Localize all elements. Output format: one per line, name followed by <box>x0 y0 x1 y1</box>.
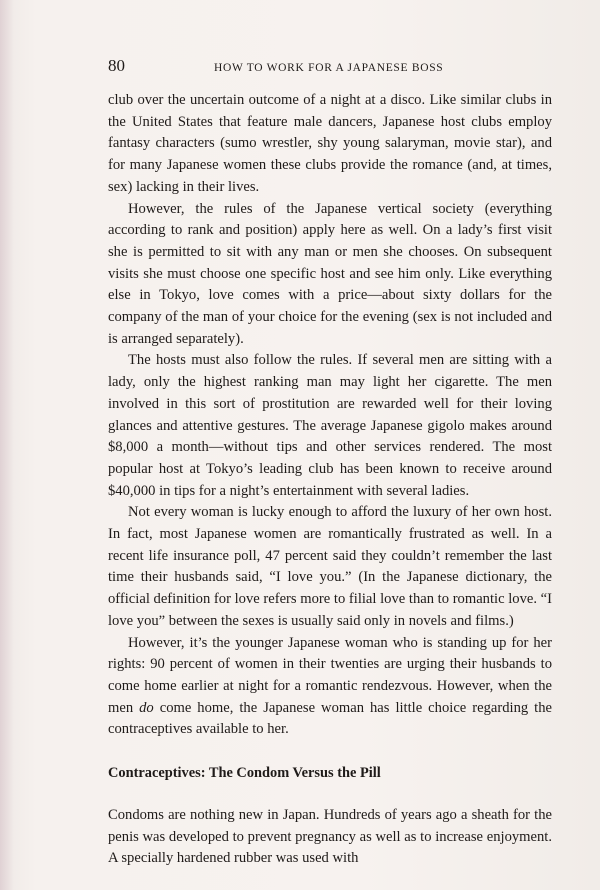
paragraph: The hosts must also follow the rules. If several men are sitting with a lady, only the highest ranking man may light her cigarette. The men involved in this sort of prostitution are rewarded well for their loving glances and attentive gestures. The average Japanese gigolo makes around $8,000 a month—without tips and other services rendered. The most popular host at Tokyo’s leading club has been known to receive around $40,000 in tips for a night’s entertainment with several ladies. <box>108 352 552 499</box>
paragraph: club over the uncertain outcome of a night at a disco. Like similar clubs in the United States that feature male dancers, Japanese host clubs employ fantasy characters (sumo wrestler, shy young salaryman, movie star), and for many Japanese women these clubs provide the romance (and, at times, sex) lacking in their lives. <box>108 92 552 195</box>
paragraph-text: come home, the Japanese woman has little choice regarding the contraceptives available to her. <box>108 699 552 738</box>
paragraph: However, the rules of the Japanese vertical society (everything according to rank and position) apply here as well. On a lady’s first visit she is permitted to sit with any man or men she chooses. On subsequent visits she must choose one specific host and see him only. Like everything else in Tokyo, love comes with a price—about sixty dollars for the company of the man of your choice for the evening (sex is not included and is arranged separately). <box>108 200 552 347</box>
page-number: 80 <box>108 56 125 75</box>
body-text <box>108 90 552 870</box>
emphasis-text: do <box>139 699 154 716</box>
paragraph: Not every woman is lucky enough to afford the luxury of her own host. In fact, most Japanese women are romantically frustrated as well. In a recent life insurance poll, 47 percent said they couldn’t remember the last time their husbands said, “I love you.” (In the Japanese dictionary, the official definition for love refers more to filial love than to romantic love. “I love you” between the sexes is usually said only in novels and films.) <box>108 504 552 629</box>
running-head: HOW TO WORK FOR A JAPANESE BOSS <box>214 62 444 74</box>
paragraph <box>108 633 552 742</box>
page-header <box>108 56 550 80</box>
paragraph: Condoms are nothing new in Japan. Hundreds of years ago a sheath for the penis was developed to prevent pregnancy as well as to increase enjoyment. A specially hardened rubber was used with <box>108 806 552 867</box>
section-heading: Contraceptives: The Condom Versus the Pill <box>108 765 381 782</box>
paragraph-text: However, it’s the younger Japanese woman who is standing up for her rights: 90 percent of women in their twenties are urging their husbands to come home earlier at night for a romantic rendezvous. However, when the men <box>108 634 552 716</box>
